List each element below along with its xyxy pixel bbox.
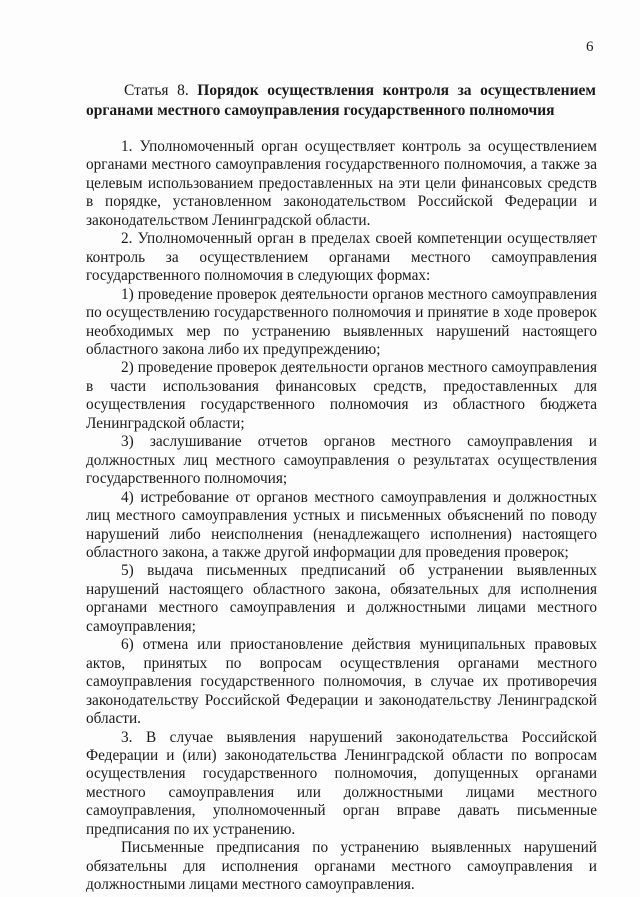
paragraph-form-3: 3) заслушивание отчетов органов местного самоуправления и должностных лиц местного самоуправления о результатах осуществления государственного полномочия;: [86, 433, 597, 488]
article-body: [86, 138, 597, 895]
paragraph-clause-3: 3. В случае выявления нарушений законодательства Российской Федерации и (или) законодательства Ленинградской области по вопросам осуществления государственного полномочия, допущенных органами местного самоуправления или должностными лицами местного самоуправления, уполномоченный орган вправе давать письменные предписания по их устранению.: [86, 728, 597, 838]
article-number: Статья 8.: [124, 82, 189, 99]
paragraph-form-5: 5) выдача письменных предписаний об устранении выявленных нарушений настоящего областного закона, обязательных для исполнения органами местного самоуправления и должностными лицами местного самоуправления;: [86, 562, 597, 635]
page-number: 6: [586, 39, 594, 55]
paragraph-clause-1: 1. Уполномоченный орган осуществляет контроль за осуществлением органами местного самоуправления государственного полномочия, а также за целевым использованием предоставленных на эти цели финансовых средств в порядке, установленном законодательством Российской Федерации и законодательством Ленинградской области.: [86, 138, 597, 229]
paragraph-form-4: 4) истребование от органов местного самоуправления и должностных лиц местного самоуправления устных и письменных объяснений по поводу нарушений либо неисполнения (ненадлежащего исполнения) настоящего областного закона, а также другой информации для проведения проверок;: [86, 488, 597, 561]
paragraph-form-1: 1) проведение проверок деятельности органов местного самоуправления по осуществлению государственного полномочия и принятие в ходе проверок необходимых мер по устранению выявленных нарушений настоящего областного закона либо их предупреждению;: [86, 285, 597, 358]
article-title: Порядок осуществления контроля за осуществлением органами местного самоуправления государственного полномочия: [86, 82, 596, 119]
article-heading: [86, 81, 596, 120]
paragraph-form-2: 2) проведение проверок деятельности органов местного самоуправления в части использования финансовых средств, предоставленных для осуществления государственного полномочия из областного бюджета Ленинградской области;: [86, 359, 597, 432]
paragraph-written-orders: Письменные предписания по устранению выявленных нарушений обязательны для исполнения органами местного самоуправления и должностными лицами местного самоуправления.: [86, 839, 597, 894]
paragraph-clause-2: 2. Уполномоченный орган в пределах своей компетенции осуществляет контроль за осуществлением органами местного самоуправления государственного полномочия в следующих формах:: [86, 230, 597, 285]
paragraph-form-6: 6) отмена или приостановление действия муниципальных правовых актов, принятых по вопросам осуществления органами местного самоуправления государственного полномочия, в случае их противоречия законодательству Российской Федерации и законодательству Ленинградской области.: [86, 636, 597, 728]
